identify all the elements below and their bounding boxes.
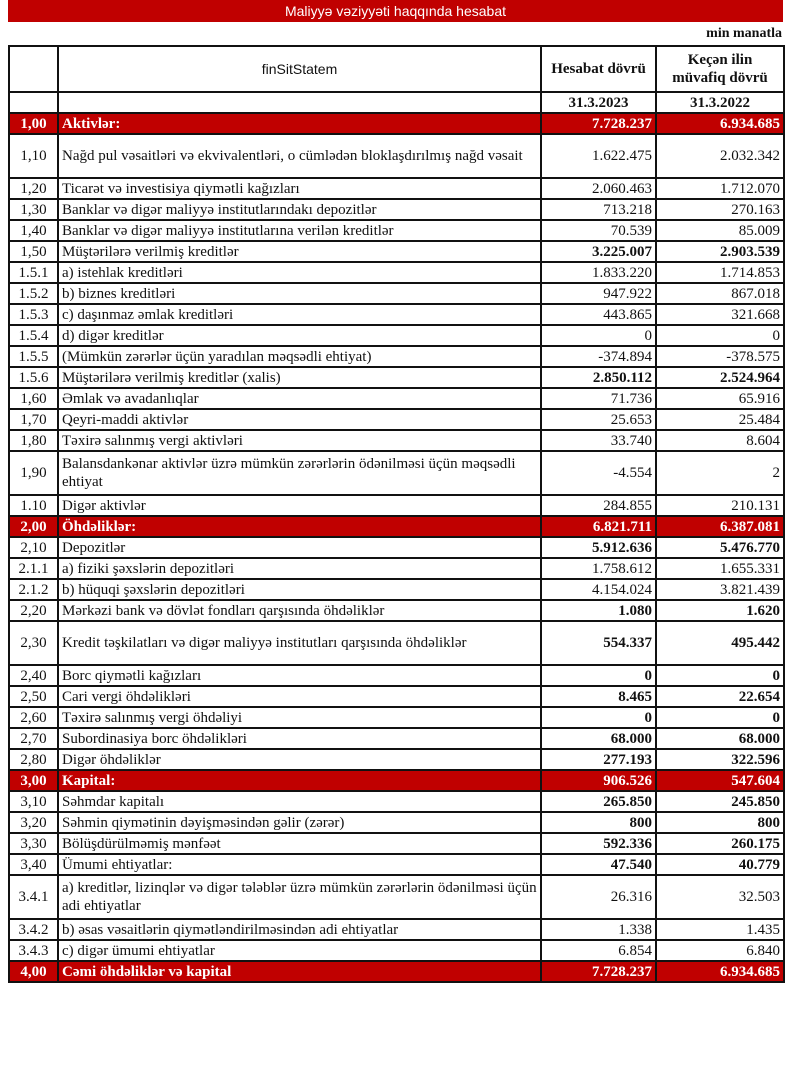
table-row <box>9 665 784 686</box>
value-prior: 25.484 <box>656 409 784 430</box>
row-label: b) biznes kreditləri <box>58 283 541 304</box>
value-current: 8.465 <box>541 686 656 707</box>
row-label: a) istehlak kreditləri <box>58 262 541 283</box>
date-code-cell <box>9 92 58 113</box>
table-row <box>9 833 784 854</box>
value-current: 592.336 <box>541 833 656 854</box>
value-prior: 2.032.342 <box>656 134 784 178</box>
value-prior: 547.604 <box>656 770 784 791</box>
value-current: 4.154.024 <box>541 579 656 600</box>
value-prior: 322.596 <box>656 749 784 770</box>
value-prior: 40.779 <box>656 854 784 875</box>
table-row <box>9 283 784 304</box>
table-row <box>9 791 784 812</box>
value-prior: 5.476.770 <box>656 537 784 558</box>
table-row <box>9 579 784 600</box>
table-row <box>9 919 784 940</box>
value-prior: 6.387.081 <box>656 516 784 537</box>
table-row <box>9 367 784 388</box>
row-label: b) hüquqi şəxslərin depozitləri <box>58 579 541 600</box>
value-prior: -378.575 <box>656 346 784 367</box>
row-label: Bölüşdürülməmiş mənfəət <box>58 833 541 854</box>
row-code: 3,10 <box>9 791 58 812</box>
value-current: 1.338 <box>541 919 656 940</box>
value-current: 0 <box>541 325 656 346</box>
value-current: 906.526 <box>541 770 656 791</box>
row-code: 2,40 <box>9 665 58 686</box>
value-current: 7.728.237 <box>541 113 656 134</box>
value-prior: 3.821.439 <box>656 579 784 600</box>
table-row <box>9 854 784 875</box>
value-current: 2.060.463 <box>541 178 656 199</box>
row-label: b) əsas vəsaitlərin qiymətləndirilməsindən adi ehtiyatlar <box>58 919 541 940</box>
row-label: Kapital: <box>58 770 541 791</box>
row-code: 3.4.2 <box>9 919 58 940</box>
row-code: 1.5.2 <box>9 283 58 304</box>
row-label: Əmlak və avadanlıqlar <box>58 388 541 409</box>
value-prior: 32.503 <box>656 875 784 919</box>
value-current: 0 <box>541 707 656 728</box>
row-code: 1.5.5 <box>9 346 58 367</box>
value-current: 2.850.112 <box>541 367 656 388</box>
row-label: Banklar və digər maliyyə institutlarına verilən kreditlər <box>58 220 541 241</box>
table-row <box>9 178 784 199</box>
table-row <box>9 707 784 728</box>
value-current: 1.080 <box>541 600 656 621</box>
row-label: Müştərilərə verilmiş kreditlər (xalis) <box>58 367 541 388</box>
value-current: 277.193 <box>541 749 656 770</box>
value-current: -4.554 <box>541 451 656 495</box>
table-row <box>9 621 784 665</box>
row-code: 1.5.1 <box>9 262 58 283</box>
value-current: 1.833.220 <box>541 262 656 283</box>
row-code: 1.5.4 <box>9 325 58 346</box>
row-label: Təxirə salınmış vergi aktivləri <box>58 430 541 451</box>
row-label: Balansdankənar aktivlər üzrə mümkün zərərlərin ödənilməsi üçün məqsədli ehtiyat <box>58 451 541 495</box>
value-current: 47.540 <box>541 854 656 875</box>
value-prior: 65.916 <box>656 388 784 409</box>
value-current: 800 <box>541 812 656 833</box>
value-current: -374.894 <box>541 346 656 367</box>
value-prior: 0 <box>656 325 784 346</box>
table-row <box>9 113 784 134</box>
row-code: 4,00 <box>9 961 58 982</box>
value-prior: 270.163 <box>656 199 784 220</box>
table-row <box>9 558 784 579</box>
value-current: 1.622.475 <box>541 134 656 178</box>
value-prior: 260.175 <box>656 833 784 854</box>
row-label: Öhdəliklər: <box>58 516 541 537</box>
value-prior: 1.712.070 <box>656 178 784 199</box>
value-prior: 8.604 <box>656 430 784 451</box>
value-prior: 2.903.539 <box>656 241 784 262</box>
row-code: 2,50 <box>9 686 58 707</box>
table-row <box>9 220 784 241</box>
row-label: Nağd pul vəsaitləri və ekvivalentləri, o cümlədən bloklaşdırılmış nağd vəsait <box>58 134 541 178</box>
value-current: 6.821.711 <box>541 516 656 537</box>
table-row <box>9 686 784 707</box>
row-code: 1.5.3 <box>9 304 58 325</box>
date-name-cell <box>58 92 541 113</box>
value-prior: 2 <box>656 451 784 495</box>
row-code: 2,20 <box>9 600 58 621</box>
value-prior: 1.435 <box>656 919 784 940</box>
row-code: 1,00 <box>9 113 58 134</box>
value-current: 0 <box>541 665 656 686</box>
value-current: 25.653 <box>541 409 656 430</box>
value-current: 713.218 <box>541 199 656 220</box>
row-label: Mərkəzi bank və dövlət fondları qarşısında öhdəliklər <box>58 600 541 621</box>
value-prior: 22.654 <box>656 686 784 707</box>
value-current: 265.850 <box>541 791 656 812</box>
table-row <box>9 749 784 770</box>
row-code: 2,00 <box>9 516 58 537</box>
value-current: 68.000 <box>541 728 656 749</box>
row-label: a) fiziki şəxslərin depozitləri <box>58 558 541 579</box>
value-current: 1.758.612 <box>541 558 656 579</box>
value-current: 3.225.007 <box>541 241 656 262</box>
row-code: 3.4.3 <box>9 940 58 961</box>
header-code-cell <box>9 46 58 92</box>
value-prior: 6.934.685 <box>656 113 784 134</box>
table-row <box>9 516 784 537</box>
value-prior: 245.850 <box>656 791 784 812</box>
row-code: 1.5.6 <box>9 367 58 388</box>
table-row <box>9 770 784 791</box>
value-current: 71.736 <box>541 388 656 409</box>
value-prior: 0 <box>656 665 784 686</box>
row-code: 1,50 <box>9 241 58 262</box>
row-label: Digər aktivlər <box>58 495 541 516</box>
table-row <box>9 346 784 367</box>
row-code: 2.1.2 <box>9 579 58 600</box>
row-label: c) daşınmaz əmlak kreditləri <box>58 304 541 325</box>
row-code: 1,30 <box>9 199 58 220</box>
header-name: finSitStatem <box>58 46 541 92</box>
row-code: 2,70 <box>9 728 58 749</box>
row-label: Aktivlər: <box>58 113 541 134</box>
table-row <box>9 728 784 749</box>
row-code: 2,10 <box>9 537 58 558</box>
table-row <box>9 409 784 430</box>
row-code: 3,40 <box>9 854 58 875</box>
value-prior: 210.131 <box>656 495 784 516</box>
value-prior: 321.668 <box>656 304 784 325</box>
row-label: Cari vergi öhdəlikləri <box>58 686 541 707</box>
table-row <box>9 495 784 516</box>
value-current: 26.316 <box>541 875 656 919</box>
date-current: 31.3.2023 <box>541 92 656 113</box>
row-code: 1.10 <box>9 495 58 516</box>
value-current: 33.740 <box>541 430 656 451</box>
value-prior: 85.009 <box>656 220 784 241</box>
row-label: Digər öhdəliklər <box>58 749 541 770</box>
value-current: 6.854 <box>541 940 656 961</box>
row-code: 1,70 <box>9 409 58 430</box>
row-code: 3.4.1 <box>9 875 58 919</box>
table-row <box>9 537 784 558</box>
value-prior: 2.524.964 <box>656 367 784 388</box>
row-code: 3,00 <box>9 770 58 791</box>
table-row <box>9 430 784 451</box>
value-current: 443.865 <box>541 304 656 325</box>
row-label: d) digər kreditlər <box>58 325 541 346</box>
date-row <box>9 92 784 113</box>
row-label: Səhmdar kapitalı <box>58 791 541 812</box>
row-code: 2,30 <box>9 621 58 665</box>
value-prior: 1.620 <box>656 600 784 621</box>
table-row <box>9 325 784 346</box>
row-code: 2,60 <box>9 707 58 728</box>
row-label: Müştərilərə verilmiş kreditlər <box>58 241 541 262</box>
row-code: 3,20 <box>9 812 58 833</box>
table-row <box>9 961 784 982</box>
table-row <box>9 388 784 409</box>
row-label: Təxirə salınmış vergi öhdəliyi <box>58 707 541 728</box>
row-label: Borc qiymətli kağızları <box>58 665 541 686</box>
row-code: 1,40 <box>9 220 58 241</box>
value-prior: 6.840 <box>656 940 784 961</box>
row-label: Ticarət və investisiya qiymətli kağızları <box>58 178 541 199</box>
value-current: 284.855 <box>541 495 656 516</box>
value-prior: 68.000 <box>656 728 784 749</box>
table-row <box>9 199 784 220</box>
row-code: 1,60 <box>9 388 58 409</box>
row-label: Subordinasiya borc öhdəlikləri <box>58 728 541 749</box>
row-code: 1,20 <box>9 178 58 199</box>
table-row <box>9 600 784 621</box>
row-label: Banklar və digər maliyyə institutlarındakı depozitlər <box>58 199 541 220</box>
table-row <box>9 812 784 833</box>
report-title: Maliyyə vəziyyəti haqqında hesabat <box>8 0 783 22</box>
value-current: 7.728.237 <box>541 961 656 982</box>
unit-label: min manatla <box>706 26 782 41</box>
value-prior: 1.655.331 <box>656 558 784 579</box>
value-prior: 0 <box>656 707 784 728</box>
row-label: a) kreditlər, lizinqlər və digər tələblər üzrə mümkün zərərlərin ödənilməsi üçün adi ehtiyatlar <box>58 875 541 919</box>
value-prior: 495.442 <box>656 621 784 665</box>
financial-statement-table <box>8 45 785 983</box>
table-row <box>9 134 784 178</box>
table-row <box>9 262 784 283</box>
row-label: (Mümkün zərərlər üçün yaradılan məqsədli ehtiyat) <box>58 346 541 367</box>
value-current: 947.922 <box>541 283 656 304</box>
value-current: 5.912.636 <box>541 537 656 558</box>
row-label: Depozitlər <box>58 537 541 558</box>
value-prior: 1.714.853 <box>656 262 784 283</box>
date-prior: 31.3.2022 <box>656 92 784 113</box>
value-current: 554.337 <box>541 621 656 665</box>
table-row <box>9 241 784 262</box>
table-row <box>9 875 784 919</box>
table-row <box>9 304 784 325</box>
row-label: Qeyri-maddi aktivlər <box>58 409 541 430</box>
row-label: Cəmi öhdəliklər və kapital <box>58 961 541 982</box>
header-current-period: Hesabat dövrü <box>541 46 656 92</box>
row-label: c) digər ümumi ehtiyatlar <box>58 940 541 961</box>
value-current: 70.539 <box>541 220 656 241</box>
row-code: 2,80 <box>9 749 58 770</box>
row-code: 1,80 <box>9 430 58 451</box>
table-row <box>9 451 784 495</box>
header-row <box>9 46 784 92</box>
value-prior: 6.934.685 <box>656 961 784 982</box>
header-prior-period: Keçən ilin müvafiq dövrü <box>656 46 784 92</box>
row-code: 3,30 <box>9 833 58 854</box>
value-prior: 800 <box>656 812 784 833</box>
value-prior: 867.018 <box>656 283 784 304</box>
table-row <box>9 940 784 961</box>
row-label: Kredit təşkilatları və digər maliyyə institutları qarşısında öhdəliklər <box>58 621 541 665</box>
row-code: 1,90 <box>9 451 58 495</box>
row-code: 1,10 <box>9 134 58 178</box>
row-code: 2.1.1 <box>9 558 58 579</box>
row-label: Ümumi ehtiyatlar: <box>58 854 541 875</box>
row-label: Səhmin qiymətinin dəyişməsindən gəlir (zərər) <box>58 812 541 833</box>
